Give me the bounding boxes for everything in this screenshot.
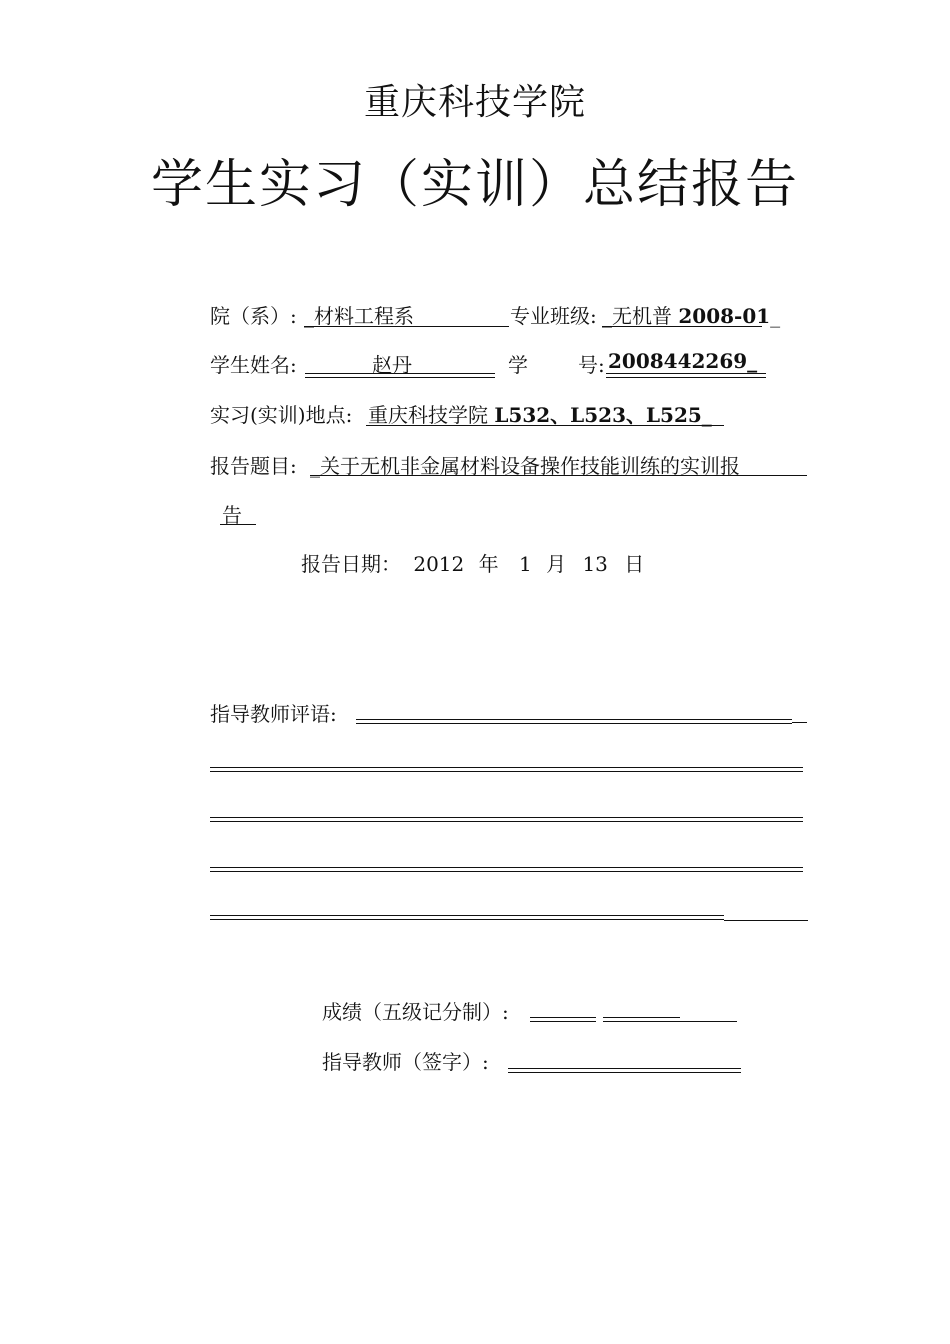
school-name: 重庆科技学院	[363, 82, 586, 123]
comments-line-4	[210, 867, 803, 872]
place-value-cn: 重庆科技学院	[368, 403, 495, 427]
topic-underline-1	[310, 475, 807, 476]
comments-label: 指导教师评语:	[210, 702, 337, 726]
id-value: 2008442269	[608, 349, 748, 373]
date-year-unit: 年	[478, 552, 499, 576]
comments-line-3	[210, 817, 803, 822]
topic-label: 报告题目:	[210, 454, 297, 478]
major-label: 专业班级:	[510, 304, 597, 328]
report-title: 学生实习（实训）总结报告	[150, 155, 799, 215]
id-underline	[606, 373, 766, 378]
major-value-num: 2008-01	[678, 304, 771, 328]
date-label: 报告日期：	[301, 552, 401, 576]
dept-label: 院（系）:	[210, 304, 297, 328]
name-value: 赵丹	[372, 353, 412, 377]
date-day-unit: 日	[624, 552, 645, 576]
comments-line-1	[356, 719, 792, 724]
place-underline	[366, 425, 724, 426]
id-label-b: 号:	[578, 353, 605, 377]
place-value-rooms: L532、L523、L525_	[494, 403, 712, 427]
major-tail: _	[770, 304, 781, 328]
comments-line-5-tail	[724, 920, 808, 921]
name-label: 学生姓名:	[210, 353, 297, 377]
signature-label: 指导教师（签字）:	[322, 1050, 489, 1074]
place-label: 实习(实训)地点:	[210, 403, 353, 427]
topic-line-1: _关于无机非金属材料设备操作技能训练的实训报	[310, 454, 740, 478]
date-day: 13	[582, 552, 608, 576]
comments-line-2	[210, 767, 803, 772]
grade-line-tail	[680, 1021, 737, 1022]
dept-value: _材料工程系	[304, 304, 414, 328]
major-value-cn: _无机普	[602, 304, 679, 328]
date-month-unit: 月	[546, 552, 567, 576]
date-year: 2012	[413, 552, 465, 576]
comments-line-5	[210, 915, 724, 920]
id-tail: _	[747, 349, 758, 373]
id-label-a: 学	[508, 353, 528, 377]
signature-line	[508, 1068, 741, 1073]
dept-underline	[304, 326, 509, 327]
topic-underline-2	[220, 524, 256, 525]
name-underline	[305, 373, 495, 378]
date-month: 1	[518, 552, 532, 576]
grade-line-a	[530, 1017, 596, 1022]
comments-line-1-tail	[792, 722, 807, 723]
grade-line-b	[603, 1017, 680, 1022]
report-date	[301, 548, 644, 577]
grade-label: 成绩（五级记分制）:	[322, 1000, 509, 1024]
topic-line-2: 告	[222, 503, 242, 527]
major-underline	[602, 326, 762, 327]
